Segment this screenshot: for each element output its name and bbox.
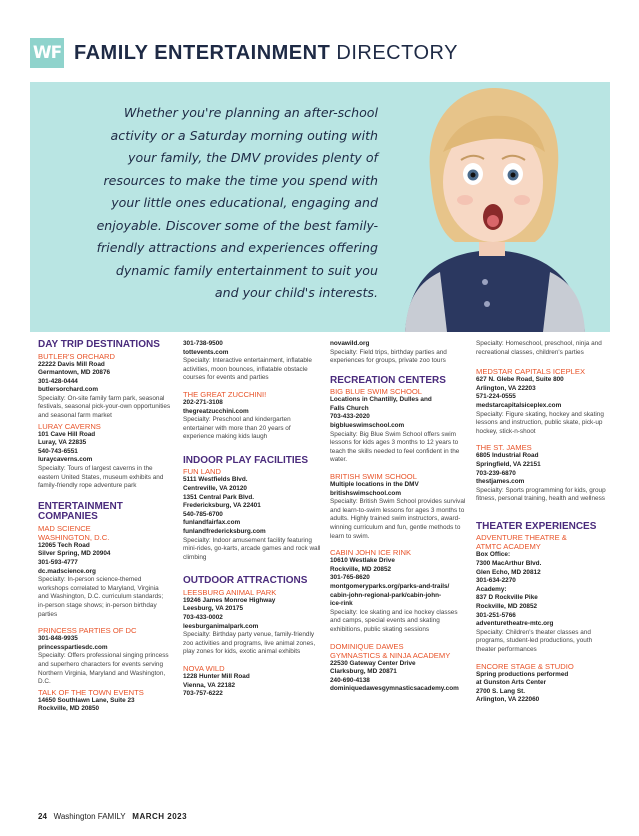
listing-locations: Locations in Chantilly, Dulles and [330,396,432,404]
listing-website[interactable]: funlandfredericksburg.com [183,528,266,535]
listing-address: 1351 Central Park Blvd. [183,493,255,501]
listing-city: Clarksburg, MD 20871 [330,668,397,676]
surprised-child-illustration [385,82,600,332]
listing-phone: 301-593-4777 [38,559,78,566]
directory-column-3 [330,340,468,694]
listing-specialty: Specialty: In-person science-themed workshops correlated to Maryland, Virginia and Washington, D.C. curriculum standards; in-person stage shows; in-person birthday parties [38,576,164,618]
listing-phone: 540-743-6551 [38,447,78,455]
listing-specialty: Specialty: Sports programming for kids, group fitness, personal training, health and wellness [476,486,606,503]
listing-city: Rockville, MD 20850 [38,705,100,713]
listing-name: MAD SCIENCE [38,523,91,533]
listing-city: Rockville, MD 20852 [330,565,392,573]
section-heading: COMPANIES [38,511,98,523]
listing-phone: 540-785-6700 [183,510,223,518]
listing-name: ATMTC ACADEMY [476,542,541,552]
section-heading: THEATER EXPERIENCES [476,520,597,532]
listing-specialty: Specialty: Indoor amusement facility featuring mini-rides, go-karts, arcade games and rock wall climbing [183,536,321,561]
listing-specialty: Specialty: Homeschool, preschool, ninja and recreational classes, children's parties [476,340,602,356]
hero-line: friendly attractions and experiences offering [96,240,378,255]
listing-address: 5111 Westfields Blvd. [183,476,248,484]
hero-line: activity or a Saturday morning outing with [110,127,378,143]
listing-website[interactable]: funlandfairfax.com [183,519,241,527]
title-bold: FAMILY ENTERTAINMENT [74,41,331,64]
listing-phone: 301-848-9935 [38,635,78,643]
listing-phone: 301-738-9500 [183,340,223,347]
directory-column-4 [476,340,610,705]
listing-address: 19246 James Monroe Highway [183,596,276,604]
section-heading: INDOOR PLAY FACILITIES [183,454,309,466]
listing-website[interactable]: butlersorchard.com [38,386,99,394]
listing-city: Rockville, MD 20852 [476,602,538,610]
directory-column-2 [183,340,321,699]
publication-name: Washington FAMILY [53,812,126,821]
listing-city: Leesburg, VA 20175 [183,605,244,613]
listing-label: Academy: [476,585,507,593]
page-header [30,38,458,68]
listing-city: Luray, VA 22835 [38,439,87,447]
listing-website[interactable]: adventuretheatre-mtc.org [476,620,554,628]
title-light: DIRECTORY [336,41,458,64]
listing-specialty: Specialty: Children's theater classes and programs, student-led productions, youth theater performances [476,628,593,653]
listing-specialty: Specialty: Birthday party venue, family-friendly zoo activities and programs, live animal zones, play zones for kids, exotic animal exhibits [183,631,316,656]
listing-city: Centreville, VA 20120 [183,485,247,493]
listing-website[interactable]: dominiquedawesgymnasticsacademy.com [330,685,459,693]
listing-name: BRITISH SWIM SCHOOL [330,472,417,482]
listing-name: ADVENTURE THEATRE & [476,533,567,543]
listing-specialty: Specialty: Ice skating and ice hockey classes and camps, special events and skating exhibitions, public skating sessions [330,608,458,633]
listing-name: DOMINIQUE DAWES [330,641,404,651]
listing-name: THE ST. JAMES [476,443,532,453]
section-heading: DAY TRIP DESTINATIONS [38,339,160,350]
listing-city: Arlington, VA 22203 [476,384,536,392]
listing-name: BIG BLUE SWIM SCHOOL [330,387,422,397]
wf-logo: WF [30,38,64,68]
listing-website[interactable]: leesburganimalpark.com [183,622,259,630]
hero-line: dynamic family entertainment to suit you [115,262,378,278]
listing-note: at Gunston Arts Center [476,679,547,687]
listing-specialty: Specialty: Preschool and kindergarten entertainer with more than 20 years of experience making kids laugh [183,416,291,441]
hero-line: enjoyable. Discover some of the best family- [96,217,378,233]
listing-phone: 301-251-5766 [476,611,516,619]
listing-website[interactable]: britishswimschool.com [330,489,402,497]
listing-city: Vienna, VA 22182 [183,681,236,689]
listing-city: Springfield, VA 22151 [476,460,541,468]
listing-website[interactable]: novawild.org [330,340,370,347]
listing-website[interactable]: thegreatzucchini.com [183,407,249,415]
listing-phone: 301-765-8620 [330,574,370,582]
listing-name: TALK OF THE TOWN EVENTS [38,687,144,697]
listing-specialty: Specialty: British Swim School provides survival and learn-to-swim lessons for ages 3 months to adults. Highly trained swim instructors, award-winning curriculum and fun, gentle methods to learn to swim. [330,498,466,540]
listing-specialty: Specialty: On-site family farm park, seasonal festivals, seasonal pick-your-own opportunities and seasonal farm market [38,394,171,420]
listing-locations: Multiple locations in the DMV [330,481,419,489]
listing-address: 22530 Gateway Center Drive [330,659,416,667]
section-heading: OUTDOOR ATTRACTIONS [183,575,308,587]
listing-address: 10610 Westlake Drive [330,557,395,565]
hero-intro-text [40,102,378,305]
listing-address: 12065 Tech Road [38,541,90,549]
listing-website[interactable]: thestjames.com [476,478,525,486]
listing-phone: 703-757-6222 [183,690,223,698]
listing-name: ENCORE STAGE & STUDIO [476,661,574,671]
listing-name: FUN LAND [183,467,221,477]
listing-city: Silver Spring, MD 20904 [38,550,111,558]
listing-phone: 571-224-0555 [476,393,516,401]
page-number: 24 [38,812,47,821]
page-title [74,42,458,65]
listing-address: 2700 S. Lang St. [476,687,526,695]
listing-locations: Falls Church [330,404,369,412]
directory-columns [38,340,610,790]
listing-name: BUTLER'S ORCHARD [38,351,115,361]
listing-label: Box Office: [476,551,511,559]
listing-phone: 301-428-0444 [38,377,78,385]
listing-address: 14650 Southlawn Lane, Suite 23 [38,696,135,704]
listing-address: 7300 MacArthur Blvd. [476,560,542,567]
listing-specialty: Specialty: Field trips, birthday parties and experiences for groups, private zoo tours [330,348,447,365]
listing-specialty: Specialty: Interactive entertainment, inflatable activities, moon bounces, inflatable obstacle courses for events and parties [183,357,312,382]
page-footer [38,812,187,821]
listing-website[interactable]: cabin-john-regional-park/cabin-john- [330,591,442,599]
issue-date: MARCH 2023 [132,812,188,821]
listing-phone: 202-271-3108 [183,398,223,406]
listing-name: LEESBURG ANIMAL PARK [183,587,277,597]
listing-city: Arlington, VA 222060 [476,696,540,704]
listing-address: 6805 Industrial Road [476,452,539,460]
hero-line: resources to make the time you spend with [103,172,378,188]
listing-name: MEDSTAR CAPITALS ICEPLEX [476,367,586,377]
listing-website[interactable]: princesspartiesdc.com [38,643,108,651]
hero-banner [30,82,610,332]
directory-column-1 [38,340,171,714]
hero-line: your little ones educational, engaging and [111,195,378,210]
listing-note: Spring productions performed [476,670,569,678]
listing-name: PRINCESS PARTIES OF DC [38,626,137,636]
hero-line: Whether you're planning an after-school [123,105,378,120]
listing-website[interactable]: montgomeryparks.org/parks-and-trails/ [330,582,450,590]
listing-website[interactable]: dc.madscience.org [38,567,96,575]
listing-website[interactable]: tottevents.com [183,348,229,356]
section-heading: ENTERTAINMENT [38,500,123,512]
listing-name: GYMNASTICS & NINJA ACADEMY [330,650,451,660]
listing-name: WASHINGTON, D.C. [38,532,110,542]
listing-address: 837 D Rockville Pike [476,594,538,602]
listing-address: 1228 Hunter Mill Road [183,673,250,681]
listing-website[interactable]: luraycaverns.com [38,456,93,464]
listing-phone: 703-433-0002 [183,614,223,622]
listing-city: Germantown, MD 20876 [38,369,111,377]
listing-name: NOVA WILD [183,664,225,674]
listing-address: 22222 Davis Mill Road [38,360,105,368]
listing-phone: 240-690-4138 [330,676,370,684]
listing-specialty: Specialty: Big Blue Swim School offers swim lessons for kids ages 3 months to 12 years to teach the skills needed to feel confident in the water. [330,430,460,464]
listing-specialty: Specialty: Tours of largest caverns in the eastern United States, museum exhibits and family-friendly rope adventure park [38,465,164,490]
listing-name: CABIN JOHN ICE RINK [330,548,412,558]
listing-city: Fredericksburg, VA 22401 [183,502,261,510]
listing-phone: 301-634-2270 [476,577,516,585]
listing-website[interactable]: medstarcapitalsiceplex.com [476,401,562,409]
listing-phone: 703-433-2020 [330,413,370,421]
hero-line: and your child's interests. [214,285,378,300]
listing-website[interactable]: bigblueswimschool.com [330,422,405,430]
listing-address: 101 Cave Hill Road [38,430,96,438]
listing-name: THE GREAT ZUCCHINI! [183,389,267,399]
listing-specialty: Specialty: Offers professional singing princess and superhero characters for events serving Northern Virginia, Maryland and Washington, D.C. [38,652,169,686]
hero-line: your family, the DMV provides plenty of [128,150,378,165]
listing-website[interactable]: ice-rink [330,600,353,608]
listing-address: 627 N. Glebe Road, Suite 800 [476,376,564,384]
section-heading: RECREATION CENTERS [330,374,446,386]
listing-phone: 703-239-6870 [476,469,516,477]
listing-specialty: Specialty: Figure skating, hockey and skating lessons and instruction, public skate, pick-up hockey, stick-n-shoot [476,410,604,435]
listing-name: LURAY CAVERNS [38,421,101,431]
listing-city: Glen Echo, MD 20812 [476,568,541,576]
